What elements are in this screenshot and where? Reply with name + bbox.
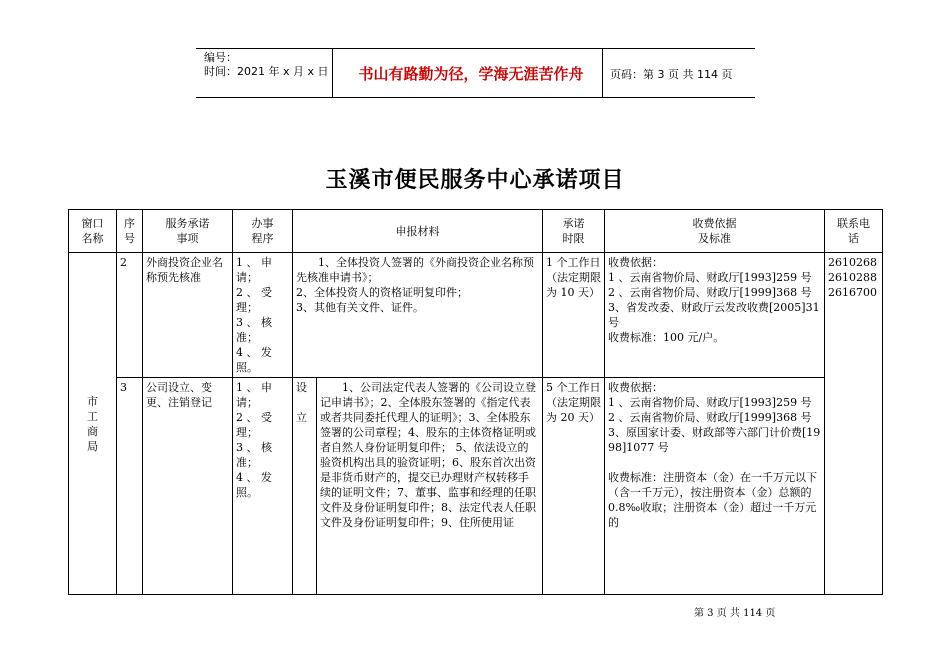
header-cell-phone: 联系电 话 bbox=[825, 210, 883, 253]
header-cell-no: 序 号 bbox=[117, 210, 143, 253]
header-cell-window: 窗口 名称 bbox=[69, 210, 117, 253]
page-title: 玉溪市便民服务中心承诺项目 bbox=[325, 168, 625, 193]
table-row bbox=[69, 378, 883, 595]
doc-id-label: 编号： bbox=[204, 51, 237, 64]
row-item: 公司设立、变更、注销登记 bbox=[143, 378, 233, 595]
row-phone: 2610268 2610288 2616700 bbox=[825, 253, 883, 595]
header-cell-fee: 收费依据 及标准 bbox=[605, 210, 825, 253]
row-time-limit: 5 个工作日（法定期限为 20 天） bbox=[543, 378, 605, 595]
header-cell-materials: 申报材料 bbox=[293, 210, 543, 253]
page-footer: 第 3 页 共 114 页 bbox=[694, 608, 776, 619]
header-motto: 书山有路勤为径，学海无涯苦作舟 bbox=[358, 65, 584, 83]
header-cell-procedure: 办事 程序 bbox=[233, 210, 293, 253]
window-name-cell: 市 工 商 局 bbox=[69, 253, 117, 595]
header-cell-time-limit: 承诺 时限 bbox=[543, 210, 605, 253]
row-procedure: 1 、 申请； 2 、 受理； 3 、 核准； 4 、 发照。 bbox=[233, 378, 293, 595]
page-header bbox=[196, 48, 755, 98]
table-header-row bbox=[69, 210, 883, 253]
row-no: 3 bbox=[117, 378, 143, 595]
row-fee: 收费依据： 1 、云南省物价局、财政厅[1993]259 号 2 、云南省物价局、财政厅[1999]368 号 3、省发改委、财政厅云发改收费[2005]31 号 收费标准：100 元/户。 bbox=[605, 253, 825, 378]
header-divider bbox=[602, 49, 603, 97]
row-fee: 收费依据： 1 、云南省物价局、财政厅[1993]259 号 2 、云南省物价局、财政厅[1999]368 号 3、原国家计委、财政部等六部门计价费[1998]1077 号 收费标准：注册资本（金）在一千万元以下（含一千万元），按注册资本（金）总额的 0.8‰收取；注册资本（金）超过一千万元的 bbox=[605, 378, 825, 595]
row-procedure: 1 、 申请； 2 、 受理； 3 、 核准； 4 、 发照。 bbox=[233, 253, 293, 378]
row-materials: 1、公司法定代表人签署的《公司设立登记申请书》；2、全体股东签署的《指定代表或者共同委托代理人的证明》；3、全体股东签署的公司章程；4、股东的主体资格证明或者自然人身份证明复印件； 5、依法设立的验资机构出具的验资证明；6、股东首次出资是非货币财产的，提交已办理财产权转移手续的证明文件；7、董事、监事和经理的任职文件及身份证明复印件；8、法定代表人任职文件及身份证明复印件；9、住所使用证 bbox=[317, 378, 543, 595]
header-cell-item: 服务承诺 事项 bbox=[143, 210, 233, 253]
row-item: 外商投资企业名称预先核准 bbox=[143, 253, 233, 378]
row-sub-type: 设 立 bbox=[293, 378, 317, 595]
doc-time-label: 时间：2021 年 x 月 x 日 bbox=[204, 65, 329, 78]
commitment-table bbox=[68, 209, 883, 595]
header-divider bbox=[332, 49, 333, 97]
header-meta bbox=[204, 51, 329, 79]
table-row bbox=[69, 253, 883, 378]
row-time-limit: 1 个工作日（法定期限为 10 天） bbox=[543, 253, 605, 378]
header-page-label: 页码：第 3 页 共 114 页 bbox=[610, 68, 733, 81]
row-materials: 1、全体投资人签署的《外商投资企业名称预先核准申请书》； 2、全体投资人的资格证明复印件； 3、其他有关文件、证件。 bbox=[293, 253, 543, 378]
row-no: 2 bbox=[117, 253, 143, 378]
